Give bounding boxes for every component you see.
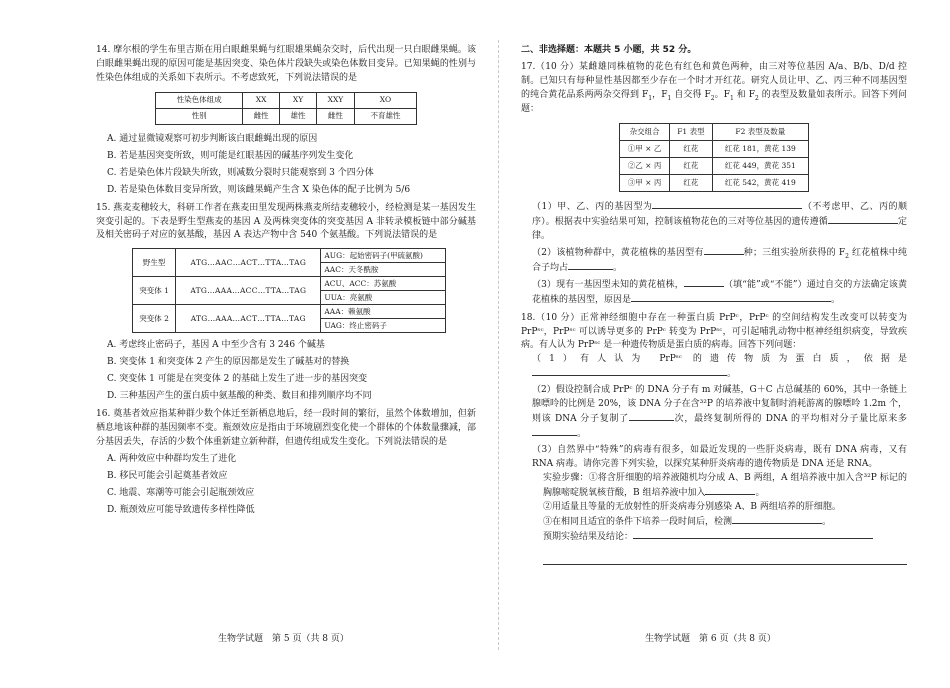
q17-stem-f: 的表型及数量如表所示。回答下列问题： (521, 89, 908, 114)
q17-p2d: 。 (613, 262, 623, 273)
q17-stem-e: 和 F (733, 89, 756, 100)
q18-p1: （1）有人认为 PrPˢᶜ 的遗传物质为蛋白质，依据是 (532, 354, 907, 365)
q14-option-d: D. 若是染色体数目变异所致，则该雌果蝇产生含 X 染色体的配子比例为 5/6 (107, 184, 411, 195)
q17-cell: 红花 (670, 157, 713, 174)
q16-option-c: C. 地震、寒潮等可能会引起瓶颈效应 (107, 487, 255, 498)
q15-option-a: A. 考虑终止密码子，基因 A 中至少含有 3 246 个碱基 (107, 340, 325, 351)
q17-sub: 2 (845, 252, 849, 260)
answer-blank[interactable] (568, 261, 613, 270)
q17-p2c: 红花植株中纯合子均占 (532, 247, 907, 273)
q18-p2c: 。 (577, 429, 587, 440)
q15-stem: 15. 燕麦麦穗较大，科研工作者在燕麦田里发现两株燕麦所结麦穗较小，经检测是某一基因发生突变引起的。下表是野生型燕麦的基因 A 及两株突变体的突变基因 A 非转录模板链中部分碱基及相关密码子对应的氨基酸，基因 A 表达产物中含 540 个氨基酸。下列说法错误的是 (96, 202, 476, 241)
q17-cell: 红花 542，黄花 419 (712, 174, 808, 191)
q17-cell: 红花 (670, 140, 713, 157)
q17-part2 (521, 246, 907, 276)
q15-row-name: 突变体 1 (133, 277, 176, 305)
q15-row-seq: ATG…AAC…ACT…TTA…TAG (176, 249, 321, 277)
answer-blank[interactable] (532, 427, 577, 436)
q15-row-name: 突变体 2 (133, 305, 176, 333)
q16-option-d: D. 瓶颈效应可能导致遗传多样性降低 (107, 504, 255, 515)
q15-row-seq: ATG…AAA…ACT…TTA…TAG (176, 305, 321, 333)
q17-cell: ②乙 × 丙 (620, 157, 670, 174)
q17-sub: 1 (667, 94, 672, 102)
q17-stem-d: 。F (714, 89, 730, 100)
q17-table-h1: F1 表型 (670, 123, 713, 140)
q17-stem (521, 61, 907, 117)
q18-part2 (521, 384, 907, 442)
q14-table-h2: XY (280, 92, 317, 108)
q17-p3b: （填“能”或“不能”）通过自交的方法确定该黄花植株的基因型，原因是 (532, 279, 908, 305)
q18-step1b: 。 (755, 487, 765, 498)
answer-blank[interactable] (704, 246, 744, 255)
q17-sub: 2 (710, 94, 715, 102)
q15-codon: AAA：赖氨酸 (321, 305, 446, 319)
q15-codon: ACU、ACC：苏氨酸 (321, 277, 446, 291)
q14-stem: 14. 摩尔根的学生布里吉斯在用白眼雌果蝇与红眼雄果蝇杂交时，后代出现一只白眼雌果蝇。该白眼雌果蝇出现的原因可能是基因突变、染色体片段缺失或染色体数目变异。已知果蝇的性别与性染色体组成的关系如下表所示。不考虑致死，下列说法错误的是 (96, 45, 476, 83)
q18-p2a: （2）假设控制合成 PrPᶜ 的 DNA 分子有 m 对碱基，G＋C 占总碱基的 60%，其中一条链上腺嘌呤的比例是 20%，该 DNA 分子在含³²P 的培养液中复制时消耗游离的腺嘌呤 1.2m 个，则该 DNA 分子复制了 (532, 385, 907, 425)
left-column (96, 44, 476, 521)
q18-p2b: 次，最终复制所得的 DNA 的平均相对分子量比原来多 (673, 414, 907, 425)
q18-result (521, 530, 907, 545)
q14-table-r0: 性别 (156, 108, 243, 124)
q15-codon: AAC：天冬酰胺 (321, 263, 446, 277)
section-heading: 二、非选择题：本题共 5 小题，共 52 分。 (521, 45, 697, 55)
q18-step3 (521, 515, 907, 530)
q15-option-b: B. 突变体 1 和突变体 2 产生的原因都是发生了碱基对的替换 (107, 357, 350, 368)
q18-part1 (521, 353, 907, 382)
q15-codon: UAG：终止密码子 (321, 319, 446, 333)
q14-table-r2: 雄性 (280, 108, 317, 124)
q15-codon: UUA：亮氨酸 (321, 291, 446, 305)
q14-table-h0: 性染色体组成 (156, 92, 243, 108)
answer-blank[interactable] (828, 215, 898, 224)
q17-sub: 1 (729, 94, 734, 102)
answer-blank[interactable] (631, 293, 831, 302)
q14-table-r1: 雌性 (243, 108, 280, 124)
answer-blank[interactable] (705, 486, 755, 495)
q17-cell: 红花 (670, 174, 713, 191)
q17-p2b: 种；三组实验所获得的 F (743, 247, 846, 258)
q15-table (132, 248, 446, 333)
q16-option-b: B. 移民可能会引起奠基者效应 (107, 470, 228, 481)
q18-result-label: 预期实验结果及结论： (543, 531, 634, 542)
q17-p1c: 定律。 (532, 216, 907, 241)
q17-cell: 红花 449，黄花 351 (712, 157, 808, 174)
q15-option-c: C. 突变体 1 可能是在突变体 2 的基础上发生了进一步的基因突变 (107, 374, 368, 385)
q14-option-a: A. 通过显微镜观察可初步判断该白眼雌蝇出现的原因 (107, 133, 318, 144)
q18-stem: 18.（10 分）正常神经细胞中存在一种蛋白质 PrPᶜ，PrPᶜ 的空间结构发生改变可以转变为 PrPˢᶜ，PrPˢᶜ 可以诱导更多的 PrPᶜ 转变为 PrPˢᶜ，可引起哺乳动物中枢神经组织病变，导致疾病。有人认为 PrPˢᶜ 是一种遗传物质是蛋白质的病毒。回答下列问题： (521, 312, 907, 351)
q14-table-h1: XX (243, 92, 280, 108)
q18-part3: （3）自然界中“特殊”的病毒有很多，如最近发现的一些肝炎病毒，既有 DNA 病毒，又有 RNA 病毒。请你完善下列实验，以探究某种肝炎病毒的遗传物质是 DNA 还是 RNA。 (532, 445, 907, 469)
q18-step1a: 实验步骤：①将含肝细胞的培养液随机均分成 A、B 两组，A 组培养液中加入含³²P 标记的胸腺嘧啶脱氧核苷酸，B 组培养液中加入 (543, 472, 907, 498)
q14-table-h4: XO (354, 92, 416, 108)
q17-p3a: （3）现有一基因型未知的黄花植株， (532, 279, 684, 290)
q14-table (155, 92, 417, 125)
q17-table-h2: F2 表型及数量 (712, 123, 808, 140)
q16-option-a: A. 两种效应中种群均发生了进化 (107, 453, 237, 464)
q18-step3a: ③在相同且适宜的条件下培养一段时间后，检测 (543, 516, 733, 527)
q16-stem: 16. 奠基者效应指某种群少数个体迁至新栖息地后，经一段时间的繁衍，虽然个体数增加，但新栖息地该种群的基因频率不变。瓶颈效应是指由于环境剧烈变化使一个群体的个体数量骤减，部分基因丢失，存活的少数个体重新建立新种群，但遗传组成发生变化。下列说法错误的是 (96, 409, 476, 447)
q17-p3c: 。 (831, 294, 841, 305)
q14-table-r4: 不育雄性 (354, 108, 416, 124)
q17-stem-b: ，F (652, 89, 668, 100)
answer-blank[interactable] (652, 200, 802, 209)
q14-table-r3: 雌性 (316, 108, 354, 124)
q15-row-seq: ATG…AAA…ACC…TTA…TAG (176, 277, 321, 305)
q15-codon: AUG：起始密码子(甲硫氨酸) (321, 249, 446, 263)
q17-sub: 1 (648, 94, 653, 102)
q17-stem-c: 自交得 F (671, 89, 711, 100)
left-page-footer: 生物学试题 第 5 页（共 8 页） (218, 634, 349, 644)
answer-line[interactable] (543, 551, 907, 565)
q17-table (619, 123, 809, 192)
q18-step1 (521, 472, 907, 501)
q14-option-b: B. 若是基因突变所致，则可能是红眼基因的碱基序列发生变化 (107, 150, 354, 161)
q17-p1a: （1）甲、乙、丙的基因型为 (532, 201, 653, 212)
q17-table-h0: 杂交组合 (620, 123, 670, 140)
q17-cell: ①甲 × 乙 (620, 140, 670, 157)
q18-p1end: 。 (727, 369, 737, 380)
answer-blank[interactable] (532, 367, 727, 376)
q17-cell: 红花 181，黄花 139 (712, 140, 808, 157)
q17-cell: ③甲 × 丙 (620, 174, 670, 191)
q17-p1b: （不考虑甲、乙、丙的顺序）。根据表中实验结果可知，控制该植物花色的三对等位基因的遗传遵循 (532, 201, 907, 227)
right-page-footer: 生物学试题 第 6 页（共 8 页） (645, 634, 776, 644)
q17-part1 (521, 200, 907, 244)
q17-sub: 2 (755, 94, 759, 102)
answer-blank[interactable] (732, 515, 822, 524)
q14-option-c: C. 若是染色体片段缺失所致，则减数分裂时只能观察到 3 个四分体 (107, 167, 374, 178)
answer-blank[interactable] (629, 412, 674, 421)
q14-table-h3: XXY (316, 92, 354, 108)
q15-option-d: D. 三种基因产生的蛋白质中氨基酸的种类、数目和排列顺序均不同 (107, 391, 372, 402)
column-divider (498, 40, 499, 650)
q15-row-name: 野生型 (133, 249, 176, 277)
answer-blank[interactable] (684, 278, 724, 287)
q18-step3b: 。 (822, 516, 832, 527)
q17-p2a: （2）该植物种群中，黄花植株的基因型有 (532, 247, 704, 258)
answer-blank[interactable] (633, 530, 873, 539)
right-column (521, 44, 907, 569)
q17-part3 (521, 278, 907, 308)
q17-stem-a: 17.（10 分）某雌雄同株植物的花色有红色和黄色两种，由三对等位基因 A/a、B/b、D/d 控制。已知只有每种显性基因都至少存在一个时才开红花。研究人员让甲、乙、丙三种不同基因型的纯合黄花品系两两杂交得到 F (521, 61, 907, 100)
q18-step2: ②用适量且等量的无放射性的肝炎病毒分别感染 A、B 两组培养的肝细胞。 (543, 501, 841, 512)
